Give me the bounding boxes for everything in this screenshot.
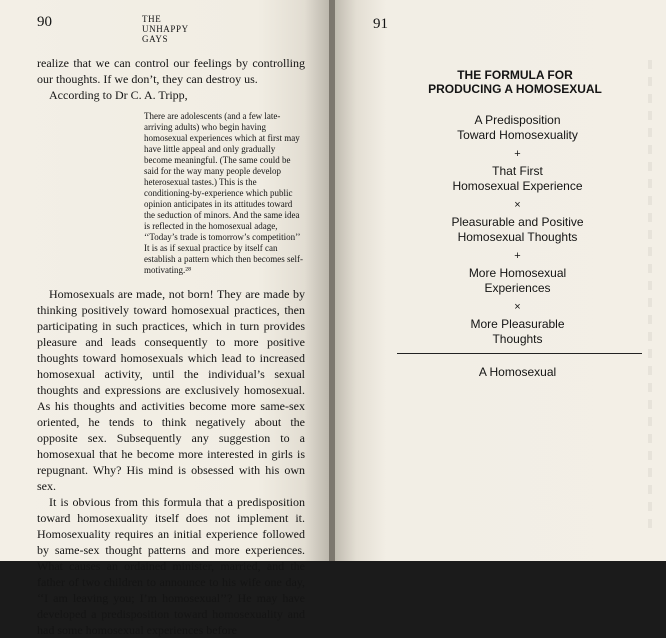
formula-step-line: That First (492, 164, 543, 178)
paragraph: Homosexuals are made, not born! They are made by thinking positively toward homosexual practices, then participating in such practices, which in turn provides pleasure and leads consequently to more positive thoughts toward homosexuals which lead to increased homosexual activity, until the individual’s sexual thoughts and expressions are exclusively homosexual. As his thoughts and activities become more same-sex oriented, he tends to think negatively about the opposite sex. Subsequently any suggestion to a homosexual that he become more interested in girls is repugnant. Why? His mind is obsessed with his own sex. (37, 287, 305, 493)
plus-operator: + (514, 148, 521, 160)
sum-rule-divider (397, 353, 642, 354)
page-number-right: 91 (373, 16, 388, 32)
formula-step-line: A Predisposition (474, 113, 561, 127)
plus-operator: + (514, 250, 521, 262)
paragraph: realize that we can control our feelings by controlling our thoughts. If we don’t, they can destroy us. (37, 56, 305, 86)
formula-title-line: PRODUCING A HOMOSEXUAL (428, 82, 602, 96)
formula-step-line: Toward Homosexuality (457, 128, 578, 142)
formula-step (385, 266, 650, 296)
running-head (142, 14, 189, 44)
formula-step (385, 215, 650, 245)
formula-step (385, 164, 650, 194)
block-quote: There are adolescents (and a few late-arriving adults) who begin having homosexual experiences which at first may have little appeal and only gradually become meaningful. (The same could be said for the way many people develop heterosexual tastes.) This is the conditioning-by-experience which public opinion anticipates in its attitudes toward the seduction of minors. And the same idea is reflected in the homosexual adage, ‘‘Today’s trade is tomorrow’s competition’’ It is as if sexual practice by itself can establish a pattern which then becomes self-motivating.²⁸ (144, 111, 303, 275)
formula-title-line: THE FORMULA FOR (457, 68, 573, 82)
formula-result: A Homosexual (478, 365, 557, 379)
left-page (0, 0, 331, 637)
formula-step-line: More Pleasurable (470, 317, 565, 331)
times-operator: × (514, 301, 521, 313)
running-head-line: GAYS (142, 34, 169, 44)
left-body-text (37, 55, 305, 638)
book-gutter (329, 0, 335, 561)
formula-diagram (385, 113, 650, 380)
paragraph: According to Dr C. A. Tripp, (49, 88, 188, 102)
formula-step (385, 113, 650, 143)
formula-step-line: Thoughts (492, 332, 543, 346)
formula-step-line: Homosexual Thoughts (457, 230, 578, 244)
formula-step-line: Experiences (484, 281, 551, 295)
formula-step-line: Homosexual Experience (452, 179, 583, 193)
formula-title (415, 68, 615, 96)
running-head-line: UNHAPPY (142, 24, 189, 34)
running-head-line: THE (142, 14, 162, 24)
right-page (333, 0, 666, 561)
paragraph: It is obvious from this formula that a predisposition toward homosexuality itself does not implement it. Homosexuality requires an initial experience followed by same-sex thought patterns and more experiences. What causes an ordained minister, married, and the father of two children to announce to his wife one day, ‘‘I am leaving you; I’m homosexual’’? He may have developed a predisposition toward homosexuality and had some homosexual experiences before (37, 495, 305, 637)
formula-step-line: Pleasurable and Positive (451, 215, 584, 229)
page-number-left: 90 (37, 14, 52, 30)
formula-step (385, 317, 650, 347)
formula-step-line: More Homosexual (468, 266, 567, 280)
times-operator: × (514, 199, 521, 211)
